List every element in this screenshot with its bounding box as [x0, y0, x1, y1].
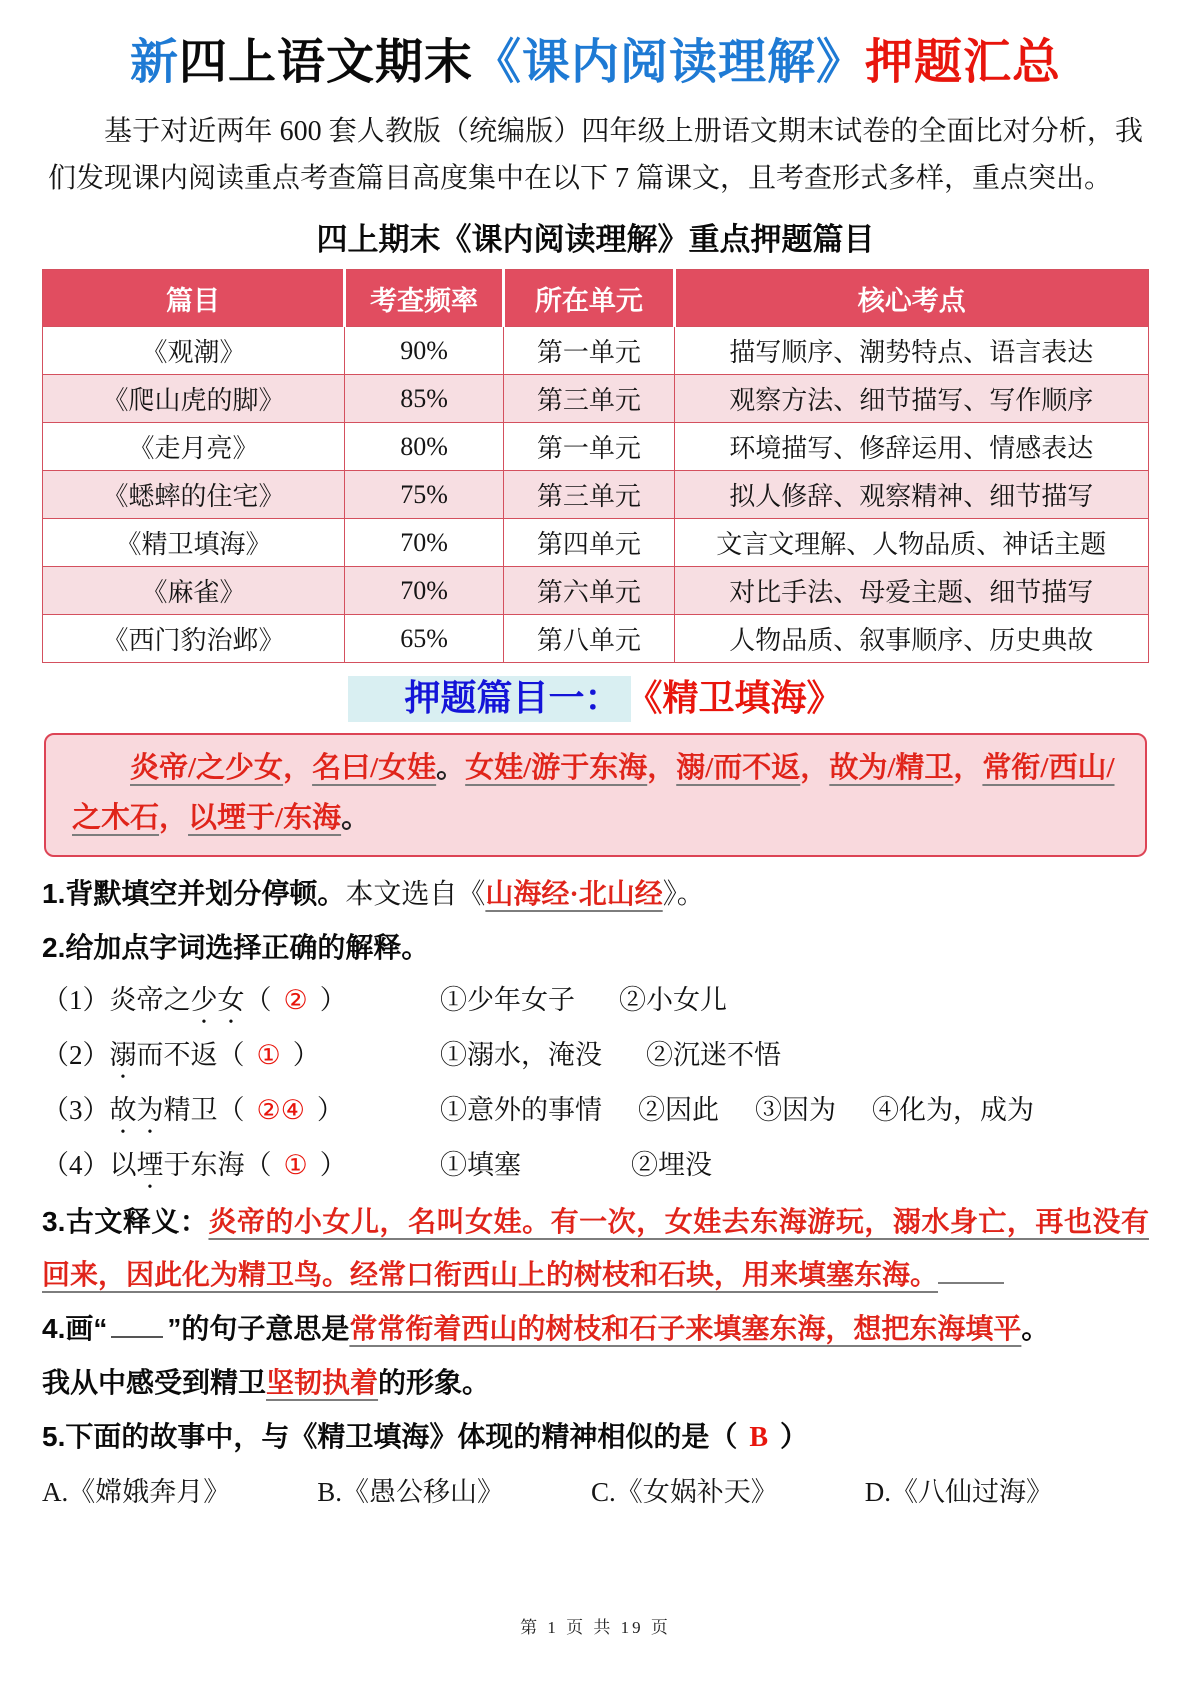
answer-line-filler	[938, 1250, 1004, 1284]
phrase-post: 而不返	[136, 1040, 218, 1070]
table-row	[43, 423, 1149, 471]
table-header-row	[43, 270, 1149, 327]
option: ①意外的事情	[440, 1095, 602, 1125]
item-number: （3）	[42, 1095, 110, 1125]
cell-title: 《爬山虎的脚》	[43, 375, 345, 423]
question-5-options	[42, 1464, 1053, 1520]
title-part-main: 四上语文期末	[178, 36, 473, 89]
paren-open: （	[244, 985, 272, 1015]
phrase-dotted: 堙	[136, 1150, 164, 1180]
question-1-stem: 1.背默填空并划分停顿。	[42, 878, 346, 909]
question-4-stem-post: ”的句子意思是	[167, 1313, 350, 1344]
question-2-item-3	[42, 1085, 1149, 1140]
question-3-stem: 3.古文释义：	[42, 1206, 209, 1237]
question-2-item-2-options	[440, 1030, 781, 1085]
option: ④化为，成为	[872, 1095, 1034, 1125]
cell-unit: 第一单元	[504, 423, 674, 471]
option-c: C.《女娲补天》	[590, 1477, 778, 1507]
phrase-post: 精卫	[163, 1095, 218, 1125]
option: ②因此	[638, 1095, 719, 1125]
intro-paragraph: 基于对近两年 600 套人教版（统编版）四年级上册语文期末试卷的全面比对分析，我们发现课内阅读重点考查篇目高度集中在以下 7 篇课文，且考查形式多样，重点突出。	[48, 116, 1143, 194]
cell-unit: 第八单元	[504, 615, 674, 663]
cell-keypoints: 描写顺序、潮势特点、语言表达	[674, 327, 1149, 375]
option: ②小女儿	[619, 985, 727, 1015]
cell-keypoints: 对比手法、母爱主题、细节描写	[674, 567, 1149, 615]
title-part-tail: 押题汇总	[865, 36, 1062, 89]
option-b: B.《愚公移山》	[317, 1477, 504, 1507]
passage-segment: 溺/而不返	[676, 752, 801, 784]
cell-title: 《精卫填海》	[43, 519, 345, 567]
question-5	[42, 1410, 1149, 1464]
col-header-frequency: 考查频率	[344, 270, 503, 327]
question-4-line2-answer: 坚韧执着	[266, 1368, 379, 1399]
question-2-item-2-phrase	[42, 1030, 440, 1085]
cell-title: 《蟋蟀的住宅》	[43, 471, 345, 519]
question-2-item-2	[42, 1030, 1149, 1085]
cell-frequency: 75%	[344, 471, 503, 519]
passage-punct: ，	[159, 802, 189, 834]
passage-segment: 故为/精卫	[829, 752, 954, 784]
question-2-item-1-phrase	[42, 975, 440, 1030]
cell-frequency: 65%	[344, 615, 503, 663]
option: ①填塞	[440, 1150, 521, 1180]
option-a: A.《嫦娥奔月》	[42, 1477, 231, 1507]
question-2-item-4-options	[440, 1140, 712, 1195]
cell-title: 《观潮》	[43, 327, 345, 375]
question-4-stem-pre: 4.画“	[42, 1313, 108, 1344]
question-5-answer: B	[749, 1422, 769, 1453]
paren-open: （	[244, 1150, 272, 1180]
passage-punct: ，	[647, 752, 677, 784]
cell-frequency: 70%	[344, 567, 503, 615]
paren-close: ）	[292, 1040, 320, 1070]
title-part-new: 新	[129, 36, 179, 89]
option: ①少年女子	[440, 985, 575, 1015]
section-label: 押题篇目一：	[348, 676, 630, 722]
cell-frequency: 80%	[344, 423, 503, 471]
passage-segment: 炎帝/之少女	[130, 752, 284, 784]
phrase-dotted: 溺	[109, 1040, 137, 1070]
passage-punct: ，	[953, 752, 983, 784]
col-header-keypoints: 核心考点	[674, 270, 1149, 327]
cell-keypoints: 拟人修辞、观察精神、细节描写	[674, 471, 1149, 519]
option-d: D.《八仙过海》	[864, 1477, 1053, 1507]
phrase-pre: 炎帝之	[109, 985, 191, 1015]
question-2-item-3-phrase	[42, 1085, 440, 1140]
cell-unit: 第六单元	[504, 567, 674, 615]
table-title: 四上期末《课内阅读理解》重点押题篇目	[316, 222, 875, 257]
col-header-unit: 所在单元	[504, 270, 674, 327]
question-2-item-1	[42, 975, 1149, 1030]
question-2-stem-line	[42, 921, 1149, 975]
passage-box	[44, 733, 1147, 857]
question-1-pre: 本文选自《	[345, 879, 486, 910]
phrase-dotted: 故为	[109, 1095, 164, 1125]
cell-title: 《麻雀》	[43, 567, 345, 615]
passage-punct: 。	[436, 752, 466, 784]
passage-segment: 女娃/游于东海	[465, 752, 648, 784]
option: ②埋没	[631, 1150, 712, 1180]
question-4	[42, 1302, 1149, 1410]
phrase-post: 于东海	[163, 1150, 245, 1180]
table-row	[43, 519, 1149, 567]
table-row	[43, 327, 1149, 375]
paren-open: （	[217, 1095, 245, 1125]
question-3	[42, 1195, 1149, 1302]
phrase-dotted: 少女	[190, 985, 245, 1015]
cell-keypoints: 观察方法、细节描写、写作顺序	[674, 375, 1149, 423]
question-2-stem: 2.给加点字词选择正确的解释。	[42, 932, 430, 963]
table-row	[43, 471, 1149, 519]
question-5-stem-post: ）	[780, 1421, 809, 1452]
title-part-quote: 《课内阅读理解》	[473, 36, 866, 89]
passage-segment: 名曰/女娃	[312, 752, 437, 784]
option: ③因为	[755, 1095, 836, 1125]
col-header-title: 篇目	[43, 270, 345, 327]
item-answer: ②	[283, 985, 308, 1015]
cell-unit: 第一单元	[504, 327, 674, 375]
page-number: 第 1 页 共 19 页	[520, 1618, 671, 1637]
question-4-line2-post: 的形象。	[378, 1367, 491, 1398]
cell-frequency: 70%	[344, 519, 503, 567]
cell-keypoints: 人物品质、叙事顺序、历史典故	[674, 615, 1149, 663]
item-answer: ②④	[256, 1095, 305, 1125]
item-number: （2）	[42, 1040, 110, 1070]
table-row	[43, 615, 1149, 663]
paren-close: ）	[316, 1095, 344, 1125]
passage-segment: 以堙于/东海	[188, 802, 342, 834]
topics-table	[42, 269, 1149, 663]
question-2-item-1-options	[440, 975, 727, 1030]
question-1	[42, 867, 1149, 921]
question-4-line2-pre: 我从中感受到精卫	[42, 1367, 267, 1398]
section-heading	[42, 673, 1149, 723]
question-2-item-4-phrase	[42, 1140, 440, 1195]
paren-close: ）	[319, 1150, 347, 1180]
question-2-item-4	[42, 1140, 1149, 1195]
section-book-title: 《精卫填海》	[644, 678, 843, 718]
phrase-pre: 以	[109, 1150, 137, 1180]
cell-frequency: 90%	[344, 327, 503, 375]
question-5-stem-pre: 5.下面的故事中，与《精卫填海》体现的精神相似的是（	[42, 1421, 738, 1452]
item-answer: ①	[283, 1150, 308, 1180]
passage-punct: 。	[341, 802, 371, 834]
cell-unit: 第四单元	[504, 519, 674, 567]
table-row	[43, 567, 1149, 615]
item-answer: ①	[256, 1040, 281, 1070]
cell-unit: 第三单元	[504, 375, 674, 423]
question-4-answer: 常常衔着西山的树枝和石子来填塞东海，想把东海填平	[349, 1314, 1022, 1345]
question-4-blank-line	[111, 1308, 163, 1338]
paren-open: （	[217, 1040, 245, 1070]
paren-close: ）	[319, 985, 347, 1015]
question-3-answer: 炎帝的小女儿，名叫女娃。有一次，女娃去东海游玩，溺水身亡，再也没有回来，因此化为精卫鸟。经常口衔西山上的树枝和石块，用来填塞东海。	[42, 1207, 1149, 1291]
cell-unit: 第三单元	[504, 471, 674, 519]
cell-title: 《西门豹治邺》	[43, 615, 345, 663]
question-1-answer: 山海经·北山经	[485, 879, 663, 910]
question-2-item-3-options	[440, 1085, 1034, 1140]
passage-punct: ，	[283, 752, 313, 784]
item-number: （1）	[42, 985, 110, 1015]
cell-keypoints: 文言文理解、人物品质、神话主题	[674, 519, 1149, 567]
question-4-tail: 。	[1021, 1313, 1050, 1344]
cell-keypoints: 环境描写、修辞运用、情感表达	[674, 423, 1149, 471]
cell-title: 《走月亮》	[43, 423, 345, 471]
cell-frequency: 85%	[344, 375, 503, 423]
item-number: （4）	[42, 1150, 110, 1180]
table-row	[43, 375, 1149, 423]
passage-punct: ，	[800, 752, 830, 784]
option: ②沉迷不悟	[646, 1040, 781, 1070]
question-1-post: 》。	[662, 879, 705, 910]
passage-segment: 常衔/西山/之木石	[72, 752, 1115, 834]
page-title	[42, 32, 1149, 94]
option: ①溺水，淹没	[440, 1040, 602, 1070]
